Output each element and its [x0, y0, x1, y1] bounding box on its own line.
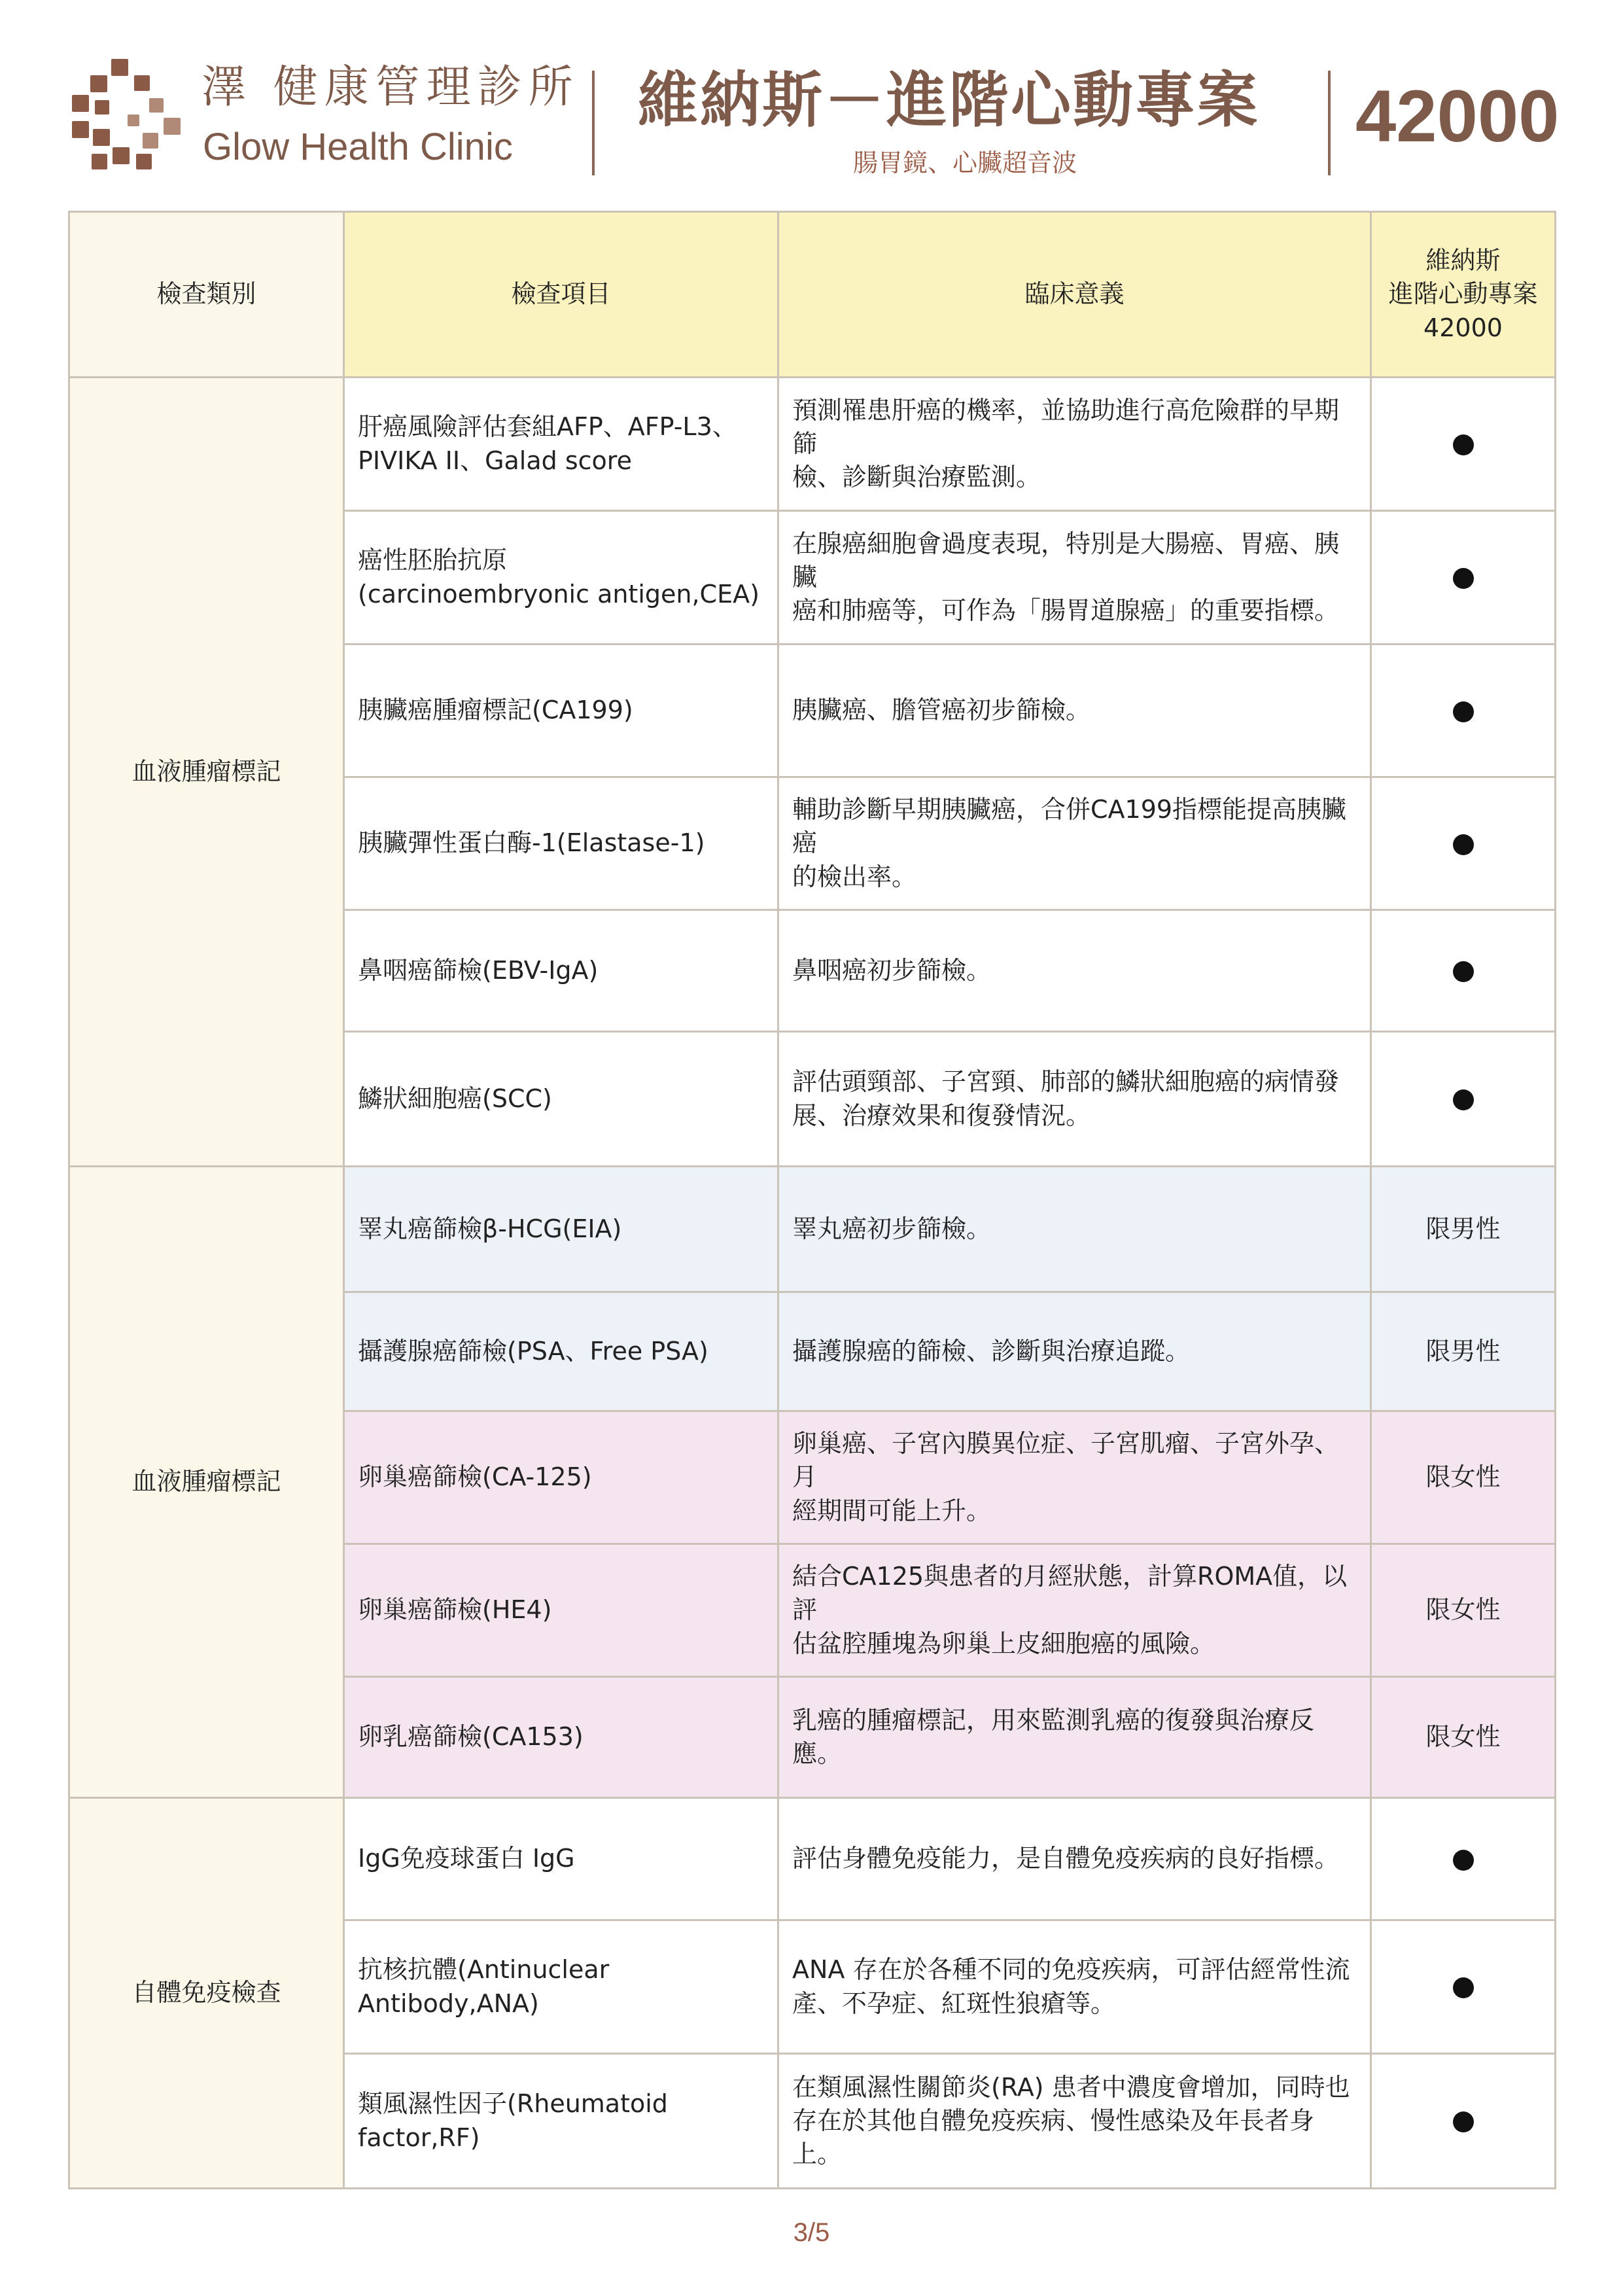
meaning-cell: 在類風濕性關節炎(RA) 患者中濃度會增加，同時也 存在於其他自體免疫疾病、慢性感染及年長者身上。 [778, 2054, 1371, 2189]
plan-subtitle: 腸胃鏡、心臟超音波 [852, 149, 1077, 177]
clinic-name-english: Glow Health Clinic [203, 126, 513, 168]
included-dot-icon [1453, 2111, 1474, 2132]
meaning-cell: 胰臟癌、膽管癌初步篩檢。 [778, 645, 1371, 777]
meaning-cell: 睪丸癌初步篩檢。 [778, 1167, 1371, 1292]
item-cell: 抗核抗體(Antinuclear Antibody,ANA) [344, 1920, 778, 2054]
item-cell: 肝癌風險評估套組AFP、AFP-L3、 PIVIKA II、Galad score [344, 378, 778, 511]
header-item: 檢查項目 [344, 212, 778, 378]
header-plan [1371, 212, 1556, 378]
included-dot-icon [1453, 1089, 1474, 1110]
included-dot-icon [1453, 701, 1474, 722]
meaning-cell: 結合CA125與患者的月經狀態，計算ROMA值，以評 估盆腔腫塊為卵巢上皮細胞癌的風險。 [778, 1544, 1371, 1677]
meaning-cell: 評估身體免疫能力，是自體免疫疾病的良好指標。 [778, 1798, 1371, 1920]
header-plan-line1: 維納斯 [1425, 246, 1501, 275]
item-cell: 癌性胚胎抗原 (carcinoembryonic antigen,CEA) [344, 511, 778, 645]
included-mark [1371, 2054, 1556, 2189]
included-mark [1371, 777, 1556, 910]
included-mark [1371, 910, 1556, 1032]
gender-note: 限女性 [1371, 1411, 1556, 1544]
included-mark [1371, 645, 1556, 777]
checkup-items-table [68, 211, 1556, 2189]
item-cell: 胰臟彈性蛋白酶-1(Elastase-1) [344, 777, 778, 910]
included-dot-icon [1453, 834, 1474, 855]
included-mark [1371, 378, 1556, 511]
header-plan-line3: 42000 [1423, 313, 1503, 342]
meaning-cell: 輔助診斷早期胰臟癌，合併CA199指標能提高胰臟癌 的檢出率。 [778, 777, 1371, 910]
item-cell: 卵乳癌篩檢(CA153) [344, 1677, 778, 1798]
category-cell: 血液腫瘤標記 [69, 378, 344, 1167]
item-cell: 類風濕性因子(Rheumatoid factor,RF) [344, 2054, 778, 2189]
meaning-cell: 預測罹患肝癌的機率，並協助進行高危險群的早期篩 檢、診斷與治療監測。 [778, 378, 1371, 511]
item-cell: 睪丸癌篩檢β-HCG(EIA) [344, 1167, 778, 1292]
item-cell: 鱗狀細胞癌(SCC) [344, 1032, 778, 1167]
gender-note: 限女性 [1371, 1544, 1556, 1677]
plan-title: 維納斯－進階心動專案 [638, 65, 1260, 135]
item-cell: 卵巢癌篩檢(CA-125) [344, 1411, 778, 1544]
meaning-cell: 在腺癌細胞會過度表現，特別是大腸癌、胃癌、胰臟 癌和肺癌等，可作為「腸胃道腺癌」的重要指標。 [778, 511, 1371, 645]
included-mark [1371, 1798, 1556, 1920]
meaning-cell: 卵巢癌、子宮內膜異位症、子宮肌瘤、子宮外孕、月 經期間可能上升。 [778, 1411, 1371, 1544]
plan-price: 42000 [1355, 75, 1560, 157]
included-mark [1371, 1920, 1556, 2054]
category-cell: 血液腫瘤標記 [69, 1167, 344, 1798]
header-meaning: 臨床意義 [778, 212, 1371, 378]
included-dot-icon [1453, 568, 1474, 589]
table-header-row [69, 212, 1556, 378]
table-row [69, 1798, 1556, 1920]
meaning-cell: 乳癌的腫瘤標記，用來監測乳癌的復發與治療反應。 [778, 1677, 1371, 1798]
item-cell: 攝護腺癌篩檢(PSA、Free PSA) [344, 1292, 778, 1411]
meaning-cell: 攝護腺癌的篩檢、診斷與治療追蹤。 [778, 1292, 1371, 1411]
item-cell: 鼻咽癌篩檢(EBV-IgA) [344, 910, 778, 1032]
page-number: 3/5 [793, 2218, 830, 2247]
header-plan-line2: 進階心動專案 [1388, 279, 1538, 309]
item-cell: IgG免疫球蛋白 IgG [344, 1798, 778, 1920]
included-dot-icon [1453, 434, 1474, 455]
table-row [69, 1167, 1556, 1292]
included-mark [1371, 511, 1556, 645]
item-cell: 胰臟癌腫瘤標記(CA199) [344, 645, 778, 777]
gender-note: 限女性 [1371, 1677, 1556, 1798]
meaning-cell: 鼻咽癌初步篩檢。 [778, 910, 1371, 1032]
gender-note: 限男性 [1371, 1292, 1556, 1411]
table-row [69, 378, 1556, 511]
item-cell: 卵巢癌篩檢(HE4) [344, 1544, 778, 1677]
included-mark [1371, 1032, 1556, 1167]
clinic-name-chinese: 澤 健康管理診所 [201, 62, 580, 113]
included-dot-icon [1453, 1850, 1474, 1871]
included-dot-icon [1453, 961, 1474, 982]
meaning-cell: ANA 存在於各種不同的免疫疾病，可評估經常性流 產、不孕症、紅斑性狼瘡等。 [778, 1920, 1371, 2054]
category-cell: 自體免疫檢查 [69, 1798, 344, 2189]
included-dot-icon [1453, 1977, 1474, 1998]
header-category: 檢查類別 [69, 212, 344, 378]
meaning-cell: 評估頭頸部、子宮頸、肺部的鱗狀細胞癌的病情發 展、治療效果和復發情況。 [778, 1032, 1371, 1167]
gender-note: 限男性 [1371, 1167, 1556, 1292]
header-divider [1328, 71, 1331, 175]
